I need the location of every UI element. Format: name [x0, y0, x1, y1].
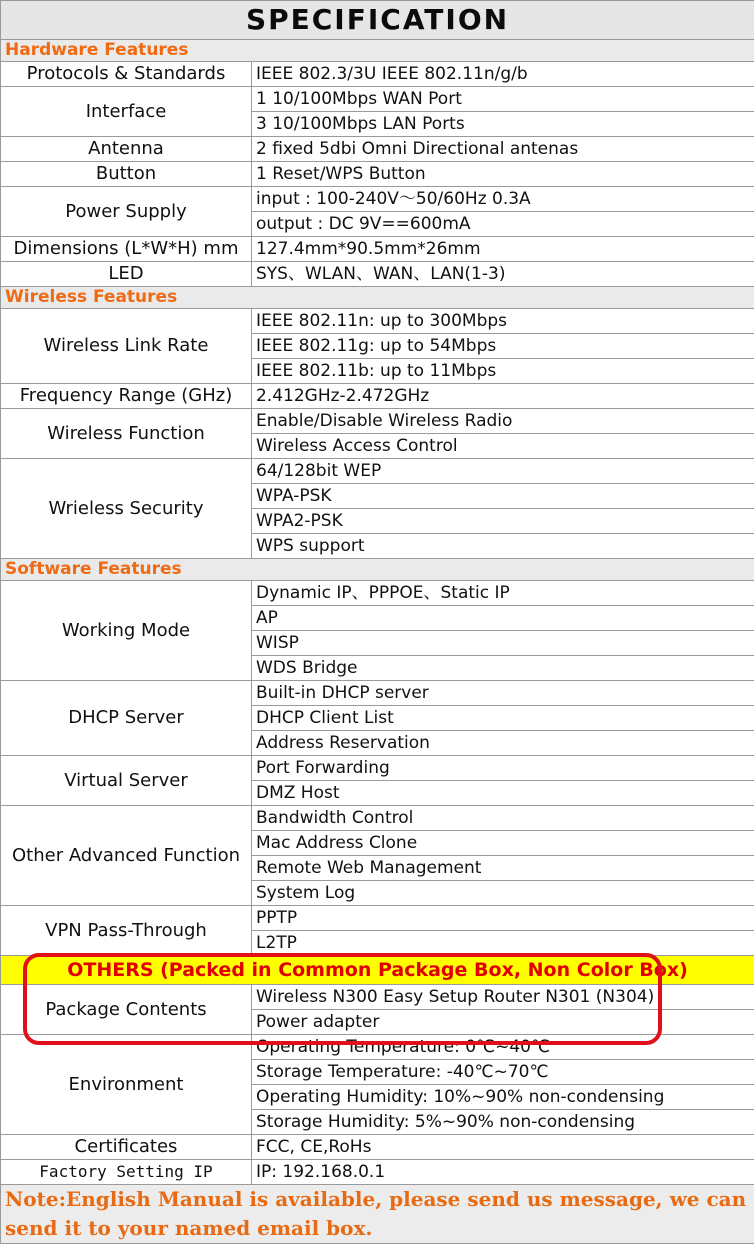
spec-value: WPA2-PSK: [252, 509, 754, 534]
spec-label-frequency: Frequency Range (GHz): [1, 384, 252, 409]
section-hardware: Hardware Features: [1, 40, 754, 62]
spec-value: Power adapter: [252, 1010, 754, 1035]
spec-row: [1, 1035, 754, 1060]
spec-label-environment: Environment: [1, 1035, 252, 1135]
spec-value: Operating Humidity: 10%~90% non-condensing: [252, 1085, 754, 1110]
spec-value: Address Reservation: [252, 731, 754, 756]
spec-value: 2.412GHz-2.472GHz: [252, 384, 754, 409]
spec-label-advanced: Other Advanced Function: [1, 806, 252, 906]
spec-row: [1, 906, 754, 931]
spec-value: 1 10/100Mbps WAN Port: [252, 87, 754, 112]
spec-label-vpn: VPN Pass-Through: [1, 906, 252, 956]
spec-value: Wireless N300 Easy Setup Router N301 (N304): [252, 985, 754, 1010]
page-title: SPECIFICATION: [1, 1, 754, 40]
spec-value: Storage Temperature: -40℃~70℃: [252, 1060, 754, 1085]
spec-value: Dynamic IP、PPPOE、Static IP: [252, 581, 754, 606]
spec-label-power: Power Supply: [1, 187, 252, 237]
spec-value: PPTP: [252, 906, 754, 931]
spec-value: System Log: [252, 881, 754, 906]
spec-row: [1, 581, 754, 606]
spec-value: Enable/Disable Wireless Radio: [252, 409, 754, 434]
spec-value: WPS support: [252, 534, 754, 559]
spec-label-virtual-server: Virtual Server: [1, 756, 252, 806]
spec-value: AP: [252, 606, 754, 631]
spec-value: FCC, CE,RoHs: [252, 1135, 754, 1160]
spec-row: [1, 459, 754, 484]
spec-label-antenna: Antenna: [1, 137, 252, 162]
spec-label-security: Wrieless Security: [1, 459, 252, 559]
note-text: Note:English Manual is available, please send us message, we can send it to your named email box.: [1, 1185, 754, 1244]
note-row: [1, 1185, 754, 1244]
spec-value: output : DC 9V==600mA: [252, 212, 754, 237]
spec-row: [1, 409, 754, 434]
spec-value: Mac Address Clone: [252, 831, 754, 856]
spec-label-interface: Interface: [1, 87, 252, 137]
spec-row: [1, 681, 754, 706]
spec-row: [1, 309, 754, 334]
section-software: Software Features: [1, 559, 754, 581]
others-row: [1, 956, 754, 985]
section-row: [1, 287, 754, 309]
spec-row: [1, 187, 754, 212]
spec-row: [1, 384, 754, 409]
spec-value: L2TP: [252, 931, 754, 956]
spec-label-dimensions: Dimensions (L*W*H) mm: [1, 237, 252, 262]
spec-row: [1, 985, 754, 1010]
spec-value: 1 Reset/WPS Button: [252, 162, 754, 187]
section-wireless: Wireless Features: [1, 287, 754, 309]
spec-value: IP: 192.168.0.1: [252, 1160, 754, 1185]
spec-value: input : 100-240V～50/60Hz 0.3A: [252, 187, 754, 212]
spec-value: Operating Temperature: 0℃~40℃: [252, 1035, 754, 1060]
spec-row: [1, 806, 754, 831]
title-row: [1, 1, 754, 40]
spec-row: [1, 87, 754, 112]
spec-label-protocols: Protocols & Standards: [1, 62, 252, 87]
spec-value: IEEE 802.11b: up to 11Mbps: [252, 359, 754, 384]
spec-value: WISP: [252, 631, 754, 656]
spec-row: [1, 162, 754, 187]
others-banner: OTHERS (Packed in Common Package Box, Non Color Box): [1, 956, 754, 985]
spec-row: [1, 1135, 754, 1160]
spec-label-certificates: Certificates: [1, 1135, 252, 1160]
spec-value: IEEE 802.3/3U IEEE 802.11n/g/b: [252, 62, 754, 87]
spec-value: 3 10/100Mbps LAN Ports: [252, 112, 754, 137]
spec-label-factory-ip: Factory Setting IP: [1, 1160, 252, 1185]
spec-value: Port Forwarding: [252, 756, 754, 781]
spec-row: [1, 262, 754, 287]
spec-label-wireless-function: Wireless Function: [1, 409, 252, 459]
spec-value: IEEE 802.11n: up to 300Mbps: [252, 309, 754, 334]
spec-value: IEEE 802.11g: up to 54Mbps: [252, 334, 754, 359]
spec-value: Wireless Access Control: [252, 434, 754, 459]
section-row: [1, 40, 754, 62]
spec-value: 64/128bit WEP: [252, 459, 754, 484]
section-row: [1, 559, 754, 581]
spec-value: 127.4mm*90.5mm*26mm: [252, 237, 754, 262]
spec-label-button: Button: [1, 162, 252, 187]
spec-row: [1, 237, 754, 262]
spec-value: DMZ Host: [252, 781, 754, 806]
spec-value: Storage Humidity: 5%~90% non-condensing: [252, 1110, 754, 1135]
spec-label-working-mode: Working Mode: [1, 581, 252, 681]
spec-value: Built-in DHCP server: [252, 681, 754, 706]
spec-row: [1, 756, 754, 781]
spec-value: SYS、WLAN、WAN、LAN(1-3): [252, 262, 754, 287]
spec-row: [1, 62, 754, 87]
spec-value: DHCP Client List: [252, 706, 754, 731]
spec-row: [1, 137, 754, 162]
spec-value: Remote Web Management: [252, 856, 754, 881]
spec-value: 2 fixed 5dbi Omni Directional antenas: [252, 137, 754, 162]
spec-value: WPA-PSK: [252, 484, 754, 509]
spec-label-led: LED: [1, 262, 252, 287]
spec-label-link-rate: Wireless Link Rate: [1, 309, 252, 384]
spec-value: WDS Bridge: [252, 656, 754, 681]
spec-label-package: Package Contents: [1, 985, 252, 1035]
spec-row: [1, 1160, 754, 1185]
spec-label-dhcp: DHCP Server: [1, 681, 252, 756]
spec-value: Bandwidth Control: [252, 806, 754, 831]
